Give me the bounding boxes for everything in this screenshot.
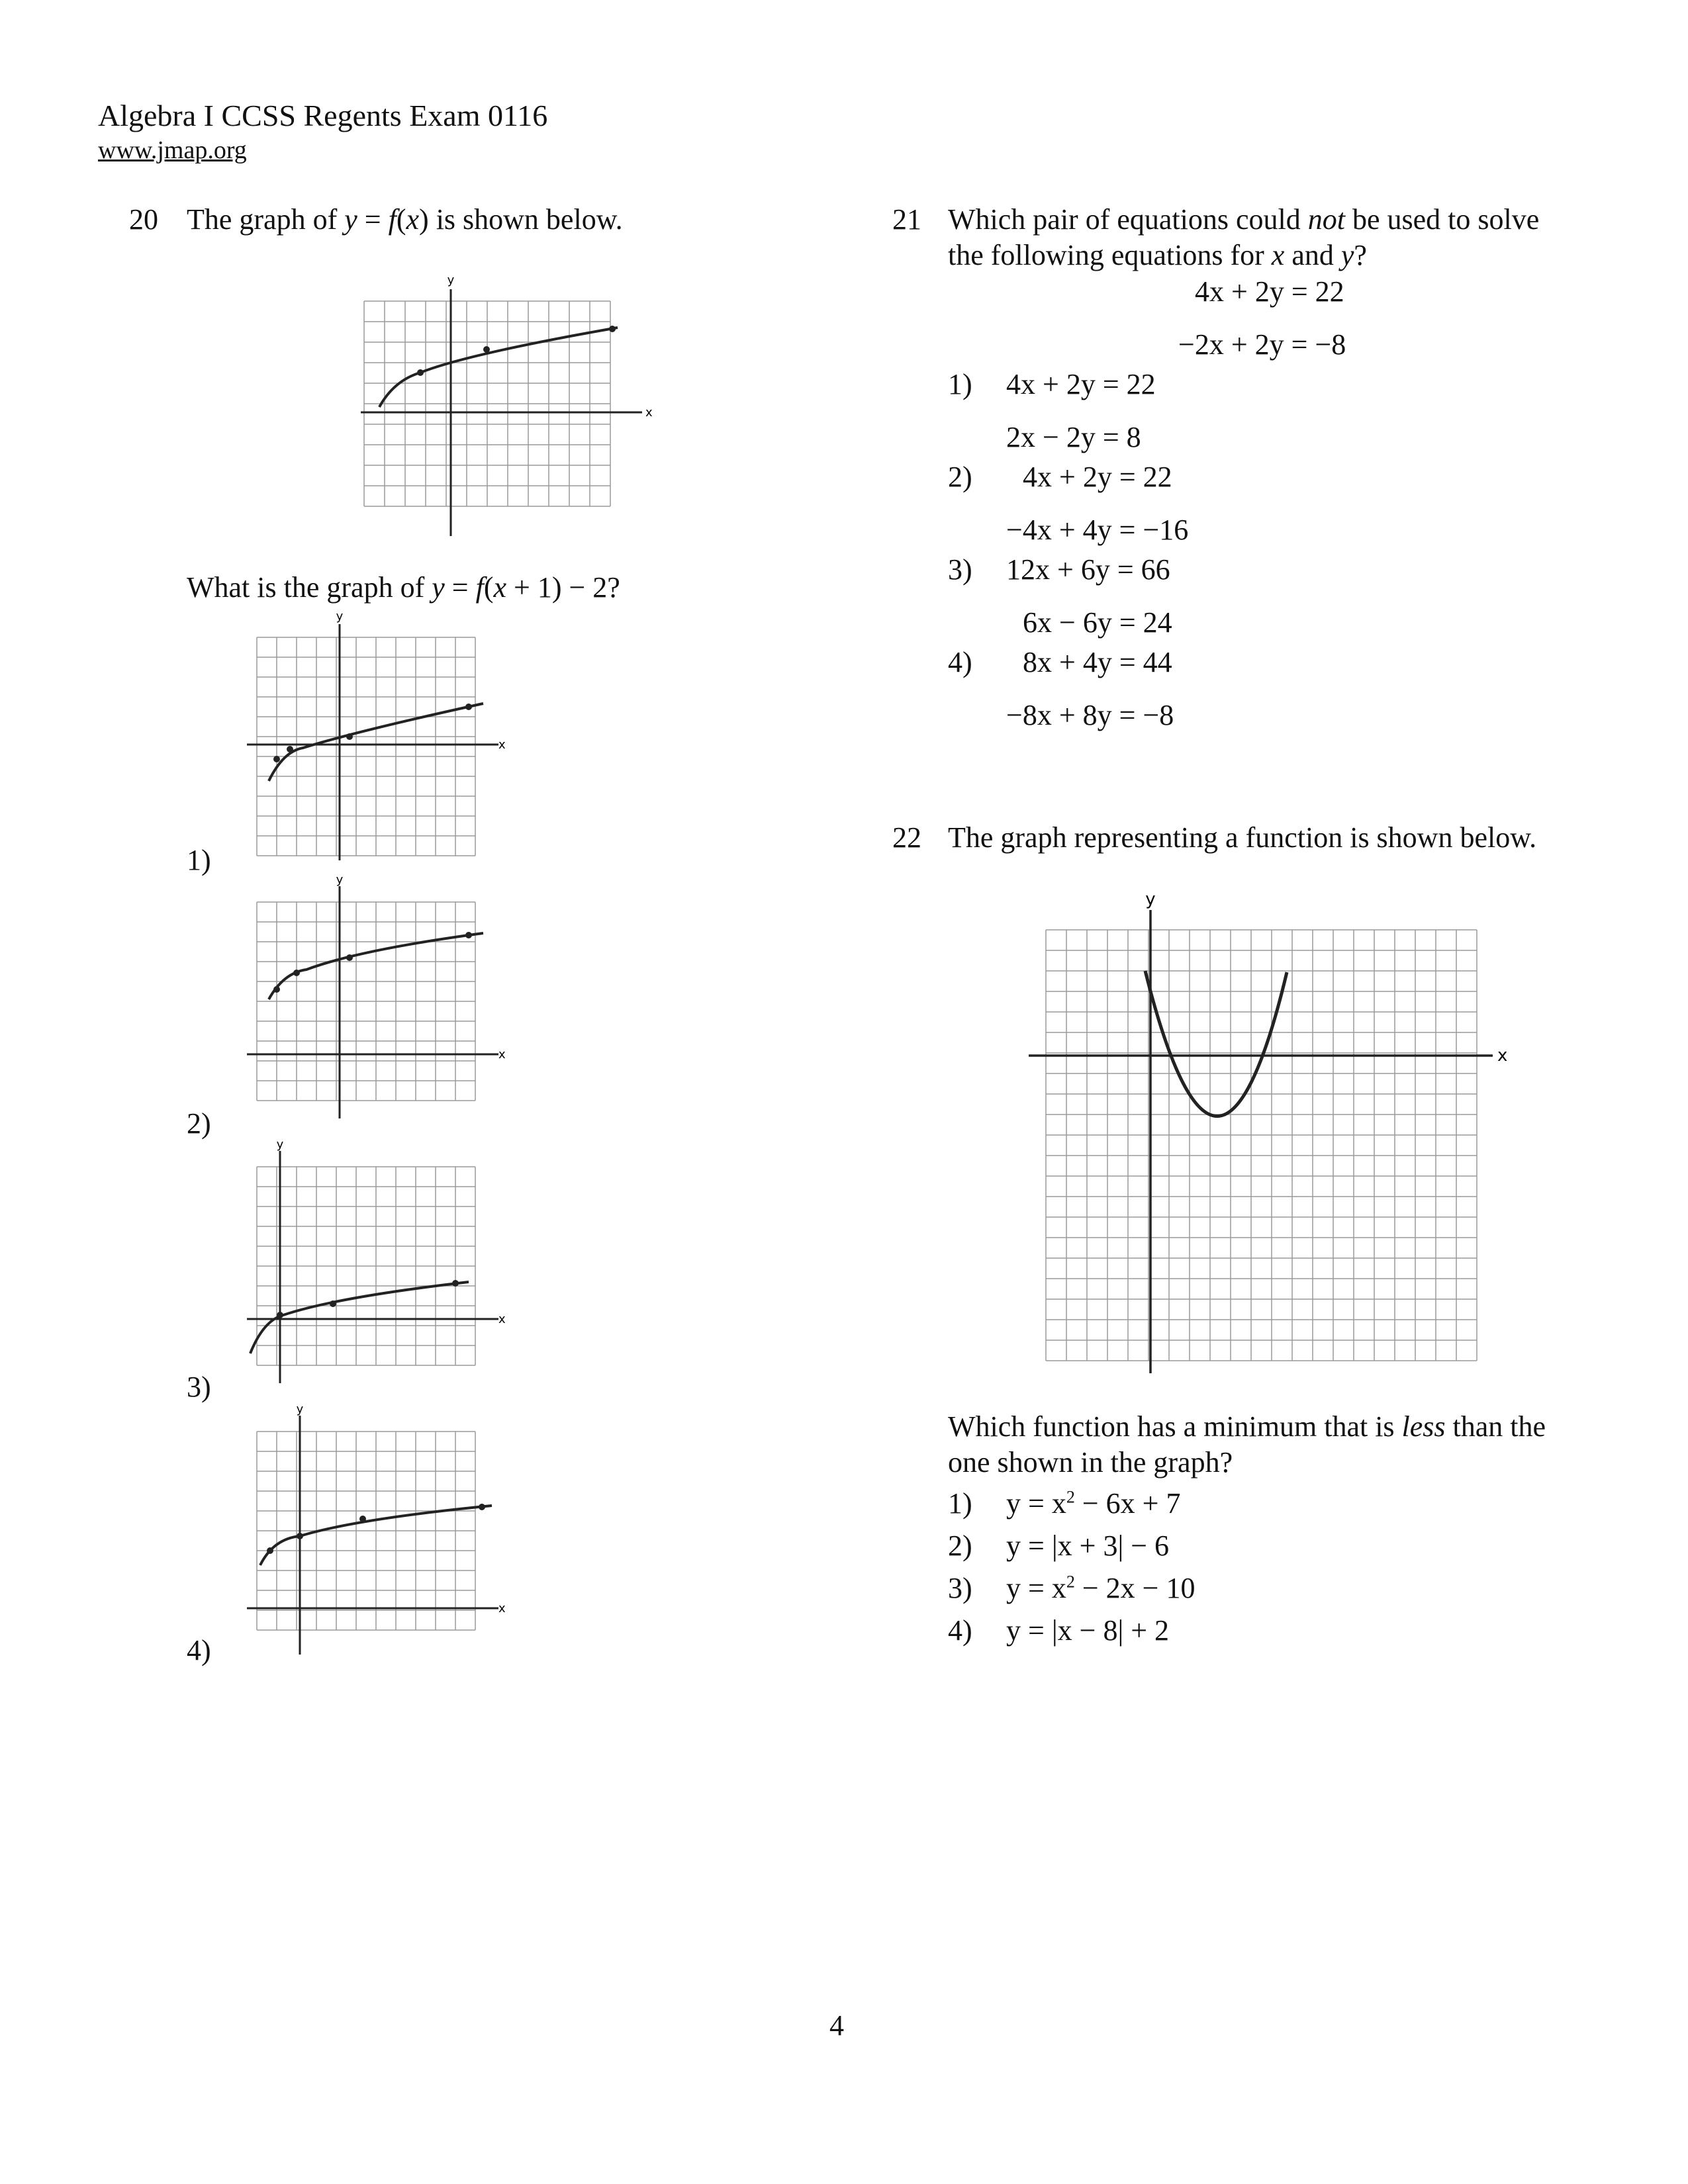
q20-choice-3-number[interactable]: 3) xyxy=(187,1371,211,1403)
website-link[interactable]: www.jmap.org xyxy=(98,136,247,164)
q20-choice-2-point-2 xyxy=(293,970,300,976)
q20-choice-4-number[interactable]: 4) xyxy=(187,1634,211,1666)
svg-text:y: y xyxy=(276,1138,284,1152)
q22-choice-4-eq[interactable]: y = |x − 8| + 2 xyxy=(1006,1614,1170,1647)
question-21-stem-line2: the following equations for x and y? xyxy=(948,239,1367,271)
q20-original-point-2 xyxy=(483,346,490,353)
q21-choice-1-eq1[interactable]: 4x + 2y = 22 xyxy=(1006,368,1156,400)
svg-text:x: x xyxy=(498,1602,506,1615)
q20-original-graph xyxy=(354,273,653,539)
q20-choice-1-point-1 xyxy=(273,756,280,762)
q20-choice-3-point-1 xyxy=(277,1312,283,1318)
question-20-prompt: What is the graph of y = f(x + 1) − 2? xyxy=(187,571,620,604)
q20-choice-1-point-3 xyxy=(346,733,353,740)
q22-parabola-graph xyxy=(1026,890,1509,1380)
q22-choice-3-number[interactable]: 3) xyxy=(948,1572,972,1604)
q22-choice-4-number[interactable]: 4) xyxy=(948,1614,972,1647)
q21-choice-2-eq2[interactable]: −4x + 4y = −16 xyxy=(1006,514,1189,546)
question-20-number: 20 xyxy=(129,203,158,236)
q21-choice-4-eq2[interactable]: −8x + 8y = −8 xyxy=(1006,699,1174,731)
q21-choice-1-eq2[interactable]: 2x − 2y = 8 xyxy=(1006,421,1141,453)
q20-choice-4-point-2 xyxy=(297,1533,303,1539)
q20-choice-3-point-3 xyxy=(452,1280,459,1287)
svg-text:y: y xyxy=(296,1402,304,1416)
q20-choice-4-gridlines xyxy=(257,1432,475,1630)
q21-choice-1-number[interactable]: 1) xyxy=(948,368,972,400)
q22-choice-1-eq[interactable]: $y = x^2 - 6x + 7$ xyxy=(1006,1487,1181,1520)
q21-choice-3-eq1[interactable]: 12x + 6y = 66 xyxy=(1006,553,1170,586)
q20-original-point-3 xyxy=(609,326,616,332)
svg-text:x: x xyxy=(498,1312,506,1326)
question-20-stem: The graph of y = f(x) is shown below. xyxy=(187,203,623,236)
svg-text:x: x xyxy=(498,738,506,752)
q21-choice-3-eq2[interactable]: 6x − 6y = 24 xyxy=(1023,606,1172,639)
q20-curve xyxy=(379,328,618,407)
q20-choice-2-gridlines xyxy=(257,902,475,1101)
q20-choice-2-point-4 xyxy=(465,932,472,938)
q21-choice-2-number[interactable]: 2) xyxy=(948,461,972,493)
q21-system-eq1: 4x + 2y = 22 xyxy=(1195,275,1344,308)
svg-text:y: y xyxy=(336,610,344,623)
q20-choice-2-point-1 xyxy=(273,986,280,993)
q20-choice-2-number[interactable]: 2) xyxy=(187,1107,211,1140)
q22-choice-2-number[interactable]: 2) xyxy=(948,1529,972,1562)
q20-choice-2-graph[interactable] xyxy=(244,873,506,1122)
q20-choice-4-point-3 xyxy=(359,1516,366,1522)
q20-choice-1-point-4 xyxy=(465,704,472,710)
q21-choice-4-number[interactable]: 4) xyxy=(948,646,972,678)
q20-original-point-1 xyxy=(417,369,424,376)
question-22-prompt-line2: one shown in the graph? xyxy=(948,1446,1233,1479)
q20-original-gridlines xyxy=(364,301,610,506)
question-22-number: 22 xyxy=(892,821,921,854)
question-22-prompt-line1: Which function has a minimum that is less than the xyxy=(948,1410,1546,1443)
q21-choice-3-number[interactable]: 3) xyxy=(948,553,972,586)
question-22-stem: The graph representing a function is shown below. xyxy=(948,821,1537,854)
q21-choice-2-eq1[interactable]: 4x + 2y = 22 xyxy=(1023,461,1172,493)
q22-gridlines xyxy=(1046,930,1477,1361)
q22-y-label: y xyxy=(1145,889,1156,909)
svg-text:x: x xyxy=(498,1048,506,1062)
q20-choice-3-point-2 xyxy=(330,1300,336,1307)
q20-choice-3-gridlines xyxy=(257,1167,475,1365)
q20-choice-4-point-1 xyxy=(267,1547,273,1554)
q20-choice-1-point-2 xyxy=(287,746,293,752)
q20-choice-4-point-4 xyxy=(479,1504,485,1510)
question-21-stem-line1: Which pair of equations could not be used to solve xyxy=(948,203,1540,236)
q21-choice-4-eq1[interactable]: 8x + 4y = 44 xyxy=(1023,646,1172,678)
page-number: 4 xyxy=(829,2009,844,2042)
q22-choice-2-eq[interactable]: y = |x + 3| − 6 xyxy=(1006,1529,1170,1562)
q20-choice-1-number[interactable]: 1) xyxy=(187,844,211,876)
exam-title: Algebra I CCSS Regents Exam 0116 xyxy=(98,99,548,132)
q20-choice-4-graph[interactable] xyxy=(244,1402,506,1658)
q22-choice-1-number[interactable]: 1) xyxy=(948,1487,972,1520)
q22-x-label: x xyxy=(1497,1046,1508,1066)
q20-choice-3-graph[interactable] xyxy=(244,1138,506,1387)
question-21-number: 21 xyxy=(892,203,921,236)
q20-x-label: x xyxy=(645,406,653,420)
svg-text:y: y xyxy=(336,873,344,887)
q20-y-label: y xyxy=(447,273,455,287)
q21-system-eq2: −2x + 2y = −8 xyxy=(1178,328,1346,361)
q20-choice-1-graph[interactable] xyxy=(244,610,506,864)
q22-choice-3-eq[interactable]: $y = x^2 - 2x - 10$ xyxy=(1006,1572,1196,1604)
q20-choice-2-point-3 xyxy=(346,954,353,961)
